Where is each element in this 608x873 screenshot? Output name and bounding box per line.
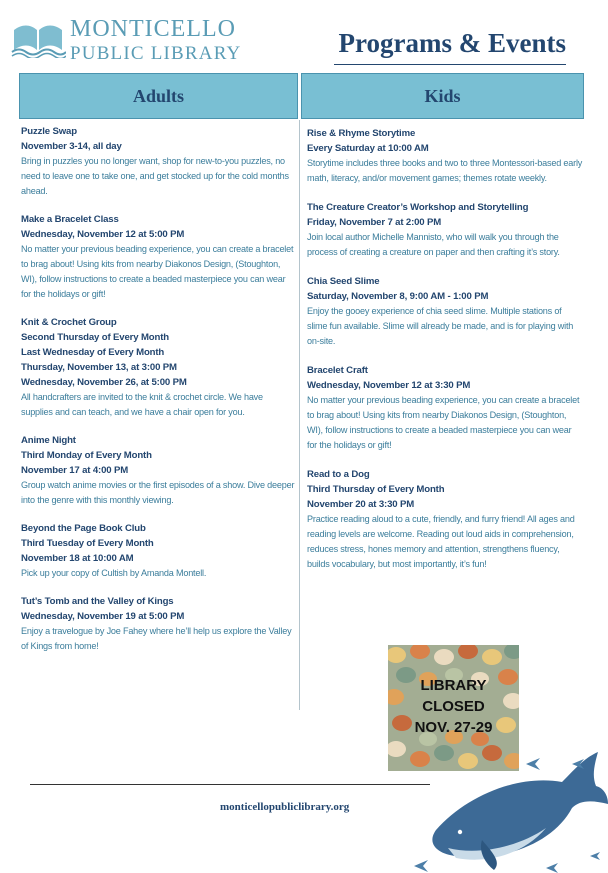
- kids-events-column: [307, 126, 583, 586]
- event-date: Thursday, November 13, at 3:00 PM: [21, 362, 177, 373]
- event-bracelet-craft: [307, 363, 583, 453]
- event-description: No matter your previous beading experience, you can create a bracelet to brag about! Using kits from nearby Diakonos Design, (Stoughton, WI), follow instructions to create a beaded masterpiece you can wear for the holidays or gift!: [21, 244, 294, 299]
- event-date: Third Monday of Every Month: [21, 450, 152, 461]
- column-header-kids: Kids: [301, 73, 584, 119]
- event-title: Beyond the Page Book Club: [21, 523, 146, 534]
- event-date: Second Thursday of Every Month: [21, 332, 169, 343]
- event-creature-workshop: [307, 200, 583, 260]
- event-description: Group watch anime movies or the first episodes of a show. Dive deeper into the genre with this monthly viewing.: [21, 480, 295, 505]
- closed-line-library: LIBRARY: [420, 677, 487, 694]
- event-description: Enjoy a travelogue by Joe Fahey where he’ll help us explore the Valley of Kings from home!: [21, 626, 292, 651]
- event-title: Tut’s Tomb and the Valley of Kings: [21, 596, 174, 607]
- closed-line-closed: CLOSED: [422, 698, 485, 715]
- event-title: Make a Bracelet Class: [21, 214, 119, 225]
- event-date: November 3-14, all day: [21, 141, 122, 152]
- library-logo: [10, 14, 250, 64]
- event-anime-night: [21, 433, 296, 508]
- event-date: Wednesday, November 26, at 5:00 PM: [21, 377, 187, 388]
- event-tuts-tomb: [21, 594, 296, 654]
- logo-text-public-library: PUBLIC LIBRARY: [70, 43, 242, 64]
- event-description: All handcrafters are invited to the knit & crochet circle. We have supplies and can teach, and we have a chair open for you.: [21, 392, 263, 417]
- website-link[interactable]: monticellopubliclibrary.org: [220, 801, 350, 813]
- closed-notice-text: [388, 675, 519, 738]
- event-description: Practice reading aloud to a cute, friendly, and furry friend! All ages and reading levels are welcome. Reading out loud aids in comprehension, reduces stress, hones memory and attention, strengthens fluency, builds vocabulary, but most importantly, it’s fun!: [307, 514, 575, 569]
- event-date: Wednesday, November 19 at 5:00 PM: [21, 611, 185, 622]
- event-date: Every Saturday at 10:00 AM: [307, 143, 429, 154]
- title-underline: [334, 64, 566, 65]
- event-date: November 17 at 4:00 PM: [21, 465, 129, 476]
- event-bracelet-class: [21, 212, 296, 302]
- event-title: Anime Night: [21, 435, 76, 446]
- event-title: Knit & Crochet Group: [21, 317, 117, 328]
- event-title: Chia Seed Slime: [307, 276, 380, 287]
- event-title: Read to a Dog: [307, 469, 370, 480]
- event-book-club: [21, 521, 296, 581]
- event-description: No matter your previous beading experience, you can create a bracelet to brag about! Using kits from nearby Diakonos Design, (Stoughton, WI), follow instructions to create a beaded masterpiece you can wear for the holidays or gift!: [307, 395, 580, 450]
- event-description: Bring in puzzles you no longer want, shop for new-to-you puzzles, no need to leave one to take one, and get stocked up for the cold months ahead.: [21, 156, 289, 196]
- book-wave-icon: [10, 16, 66, 58]
- event-date: Saturday, November 8, 9:00 AM - 1:00 PM: [307, 291, 489, 302]
- event-storytime: [307, 126, 583, 186]
- column-header-adults: Adults: [19, 73, 298, 119]
- event-puzzle-swap: [21, 124, 296, 199]
- event-description: Storytime includes three books and two to three Montessori-based early math, literacy, and/or movement games; themes rotate weekly.: [307, 158, 583, 183]
- event-title: Bracelet Craft: [307, 365, 368, 376]
- event-date: November 18 at 10:00 AM: [21, 553, 134, 564]
- event-title: Puzzle Swap: [21, 126, 77, 137]
- event-date: Friday, November 7 at 2:00 PM: [307, 217, 442, 228]
- event-knit-crochet: [21, 315, 296, 420]
- column-divider: [299, 120, 300, 710]
- logo-text-monticello: MONTICELLO: [70, 16, 236, 42]
- whale-illustration: [396, 744, 608, 873]
- event-date: Third Thursday of Every Month: [307, 484, 445, 495]
- closed-line-dates: NOV. 27-29: [414, 719, 493, 736]
- event-description: Join local author Michelle Mannisto, who will walk you through the process of creating a creature on paper and then crafting it’s story.: [307, 232, 560, 257]
- event-title: The Creature Creator’s Workshop and Storytelling: [307, 202, 529, 213]
- footer-rule: [30, 784, 430, 785]
- event-chia-slime: [307, 274, 583, 349]
- event-read-to-dog: [307, 467, 583, 572]
- page-title: Programs & Events: [338, 28, 566, 58]
- adults-events-column: [21, 124, 296, 667]
- event-date: Last Wednesday of Every Month: [21, 347, 165, 358]
- event-date: Wednesday, November 12 at 3:30 PM: [307, 380, 471, 391]
- event-date: November 20 at 3:30 PM: [307, 499, 415, 510]
- event-description: Enjoy the gooey experience of chia seed slime. Multiple stations of slime fun available. Slime will already be made, and is for playing with on-site.: [307, 306, 574, 346]
- event-title: Rise & Rhyme Storytime: [307, 128, 416, 139]
- event-date: Wednesday, November 12 at 5:00 PM: [21, 229, 185, 240]
- event-date: Third Tuesday of Every Month: [21, 538, 154, 549]
- event-description: Pick up your copy of Cultish by Amanda Montell.: [21, 568, 207, 578]
